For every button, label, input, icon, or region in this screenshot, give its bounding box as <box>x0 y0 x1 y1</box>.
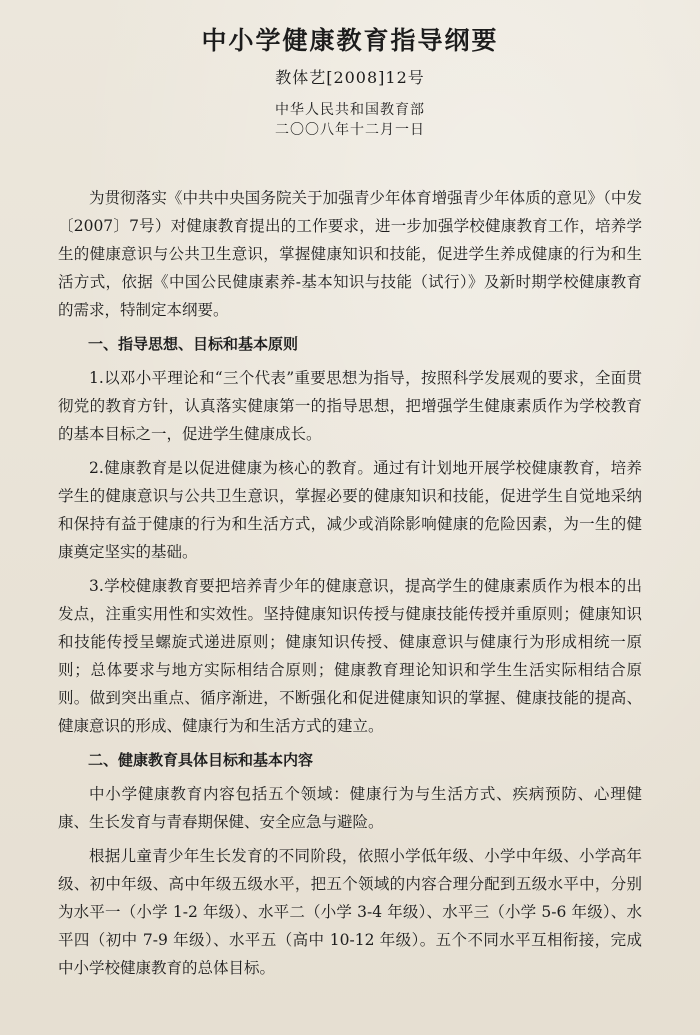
section-1-paragraph-2: 2.健康教育是以促进健康为核心的教育。通过有计划地开展学校健康教育，培养学生的健康意识与公共卫生意识，掌握必要的健康知识和技能，促进学生自觉地采纳和保持有益于健康的行为和生活方式，减少或消除影响健康的危险因素，为一生的健康奠定坚实的基础。 <box>58 459 642 561</box>
section-1-paragraph-1: 1.以邓小平理论和“三个代表”重要思想为指导，按照科学发展观的要求，全面贯彻党的教育方针，认真落实健康第一的指导思想，把增强学生健康素质作为学校教育的基本目标之一，促进学生健康成长。 <box>58 369 642 443</box>
section-1-paragraph-3: 3.学校健康教育要把培养青少年的健康意识，提高学生的健康素质作为根本的出发点，注重实用性和实效性。坚持健康知识传授与健康技能传授并重原则；健康知识和技能传授呈螺旋式递进原则；健康知识传授、健康意识与健康行为形成相统一原则；总体要求与地方实际相结合原则；健康教育理论知识和学生生活实际相结合原则。做到突出重点、循序渐进，不断强化和促进健康知识的掌握、健康技能的提高、健康意识的形成、健康行为和生活方式的建立。 <box>58 577 642 735</box>
section-2-heading: 二、健康教育具体目标和基本内容 <box>88 751 314 769</box>
section-2-paragraph-2: 根据儿童青少年生长发育的不同阶段，依照小学低年级、小学中年级、小学高年级、初中年级、高中年级五级水平，把五个领域的内容合理分配到五级水平中，分别为水平一（小学 1-2 年级）、水平二（小学 3-4 年级）、水平三（小学 5-6 年级）、水平四（初中 7-9 年级）、水平五（高中 10-12 年级）。五个不同水平互相衔接，完成中小学校健康教育的总体目标。 <box>58 847 642 977</box>
document-title: 中小学健康教育指导纲要 <box>201 26 499 55</box>
section-2-paragraph-1: 中小学健康教育内容包括五个领域：健康行为与生活方式、疾病预防、心理健康、生长发育与青春期保健、安全应急与避险。 <box>58 785 642 831</box>
section-1-heading: 一、指导思想、目标和基本原则 <box>88 335 299 353</box>
intro-paragraph: 为贯彻落实《中共中央国务院关于加强青少年体育增强青少年体质的意见》（中发〔2007〕7号）对健康教育提出的工作要求，进一步加强学校健康教育工作，培养学生的健康意识与公共卫生意识，掌握健康知识和技能，促进学生养成健康的行为和生活方式，依据《中国公民健康素养-基本知识与技能（试行）》及新时期学校健康教育的需求，特制定本纲要。 <box>58 189 642 319</box>
document-body <box>58 184 642 982</box>
document-number: 教体艺[2008]12号 <box>275 68 425 87</box>
issuing-authority: 中华人民共和国教育部 <box>275 102 425 118</box>
issue-date: 二〇〇八年十二月一日 <box>275 122 425 138</box>
